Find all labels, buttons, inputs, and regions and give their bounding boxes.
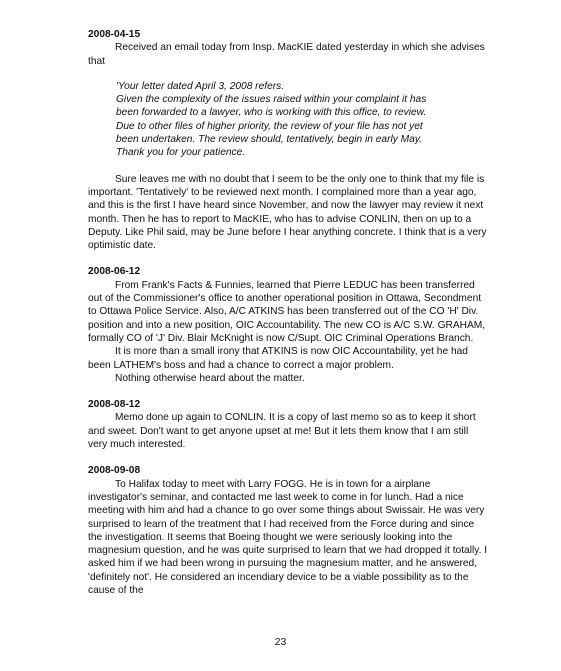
- quoted-email: [116, 80, 446, 160]
- page-number: 23: [274, 636, 287, 648]
- quote-line: Thank you for your patience.: [116, 147, 246, 159]
- entry-intro: Received an email today from Insp. MacKIE dated yesterday in which she advises that: [88, 42, 485, 67]
- entry-date: 2008-08-12: [88, 399, 141, 411]
- entry-paragraph: Nothing otherwise heard about the matter.: [115, 372, 305, 384]
- journal-entry: [88, 28, 488, 252]
- entry-paragraph: It is more than a small irony that ATKINS is now OIC Accountability, yet he had been LATHEM's boss and had a chance to correct a major problem.: [88, 346, 468, 371]
- entry-paragraph: To Halifax today to meet with Larry FOGG. He is in town for a airplane investigator's seminar, and contacted me last week to come in for lunch. Had a nice meeting with him and had a chance to go over some things about Swissair. He was very surprised to learn of the treatment that I had received from the Force during and since the investigation. It seems that Boeing thought we were seriously looking into the magnesium question, and he was quite surprised to learn that we had dropped it totally. I asked him if we had been wrong in pursuing the magnesium matter, and he answered, 'definitely not'. He considered an incendiary device to be a viable possibility as to the cause of the: [88, 478, 488, 596]
- entry-date: 2008-09-08: [88, 465, 141, 477]
- entry-paragraph: Memo done up again to CONLIN. It is a copy of last memo so as to keep it short and sweet. Don't want to get anyone upset at me! But it lets them know that I am still very much interested.: [88, 412, 476, 451]
- journal-entry: [88, 398, 488, 451]
- journal-entry: [88, 464, 488, 597]
- document-page: [88, 28, 488, 597]
- entry-paragraph: From Frank's Facts & Funnies, learned that Pierre LEDUC has been transferred out of the Commissioner's office to another operational position in Ottawa, Secondment to Ottawa Police Service. Also, A/C ATKINS has been transferred out of the CO 'H' Div. position and into a new position, OIC Accountability. The new CO is A/C S.W. GRAHAM, formally CO of 'J' Div. Blair McKnight is now C/Supt. OIC Criminal Operations Branch.: [88, 279, 486, 344]
- entry-date: 2008-04-15: [88, 29, 141, 40]
- journal-entry: [88, 265, 488, 385]
- quote-line: Given the complexity of the issues raised within your complaint it has been forwarded to a lawyer, who is working with this office, to review. Due to other files of higher priority, the review of your file has not yet been undertaken. The review should, tentatively, begin in early May.: [116, 94, 427, 146]
- quote-line: 'Your letter dated April 3, 2008 refers.: [116, 80, 285, 92]
- entry-date: 2008-06-12: [88, 266, 141, 278]
- entry-paragraph: Sure leaves me with no doubt that I seem to be the only one to think that my file is important. 'Tentatively' to be reviewed next month. I complained more than a year ago, and this is the first I have heard since November, and now the lawyer may review it next month. Then he has to report to MacKIE, who has to advise CONLIN, then on up to a Deputy. Like Phil said, may be June before I hear anything concrete. I think that is a very optimistic date.: [88, 173, 487, 252]
